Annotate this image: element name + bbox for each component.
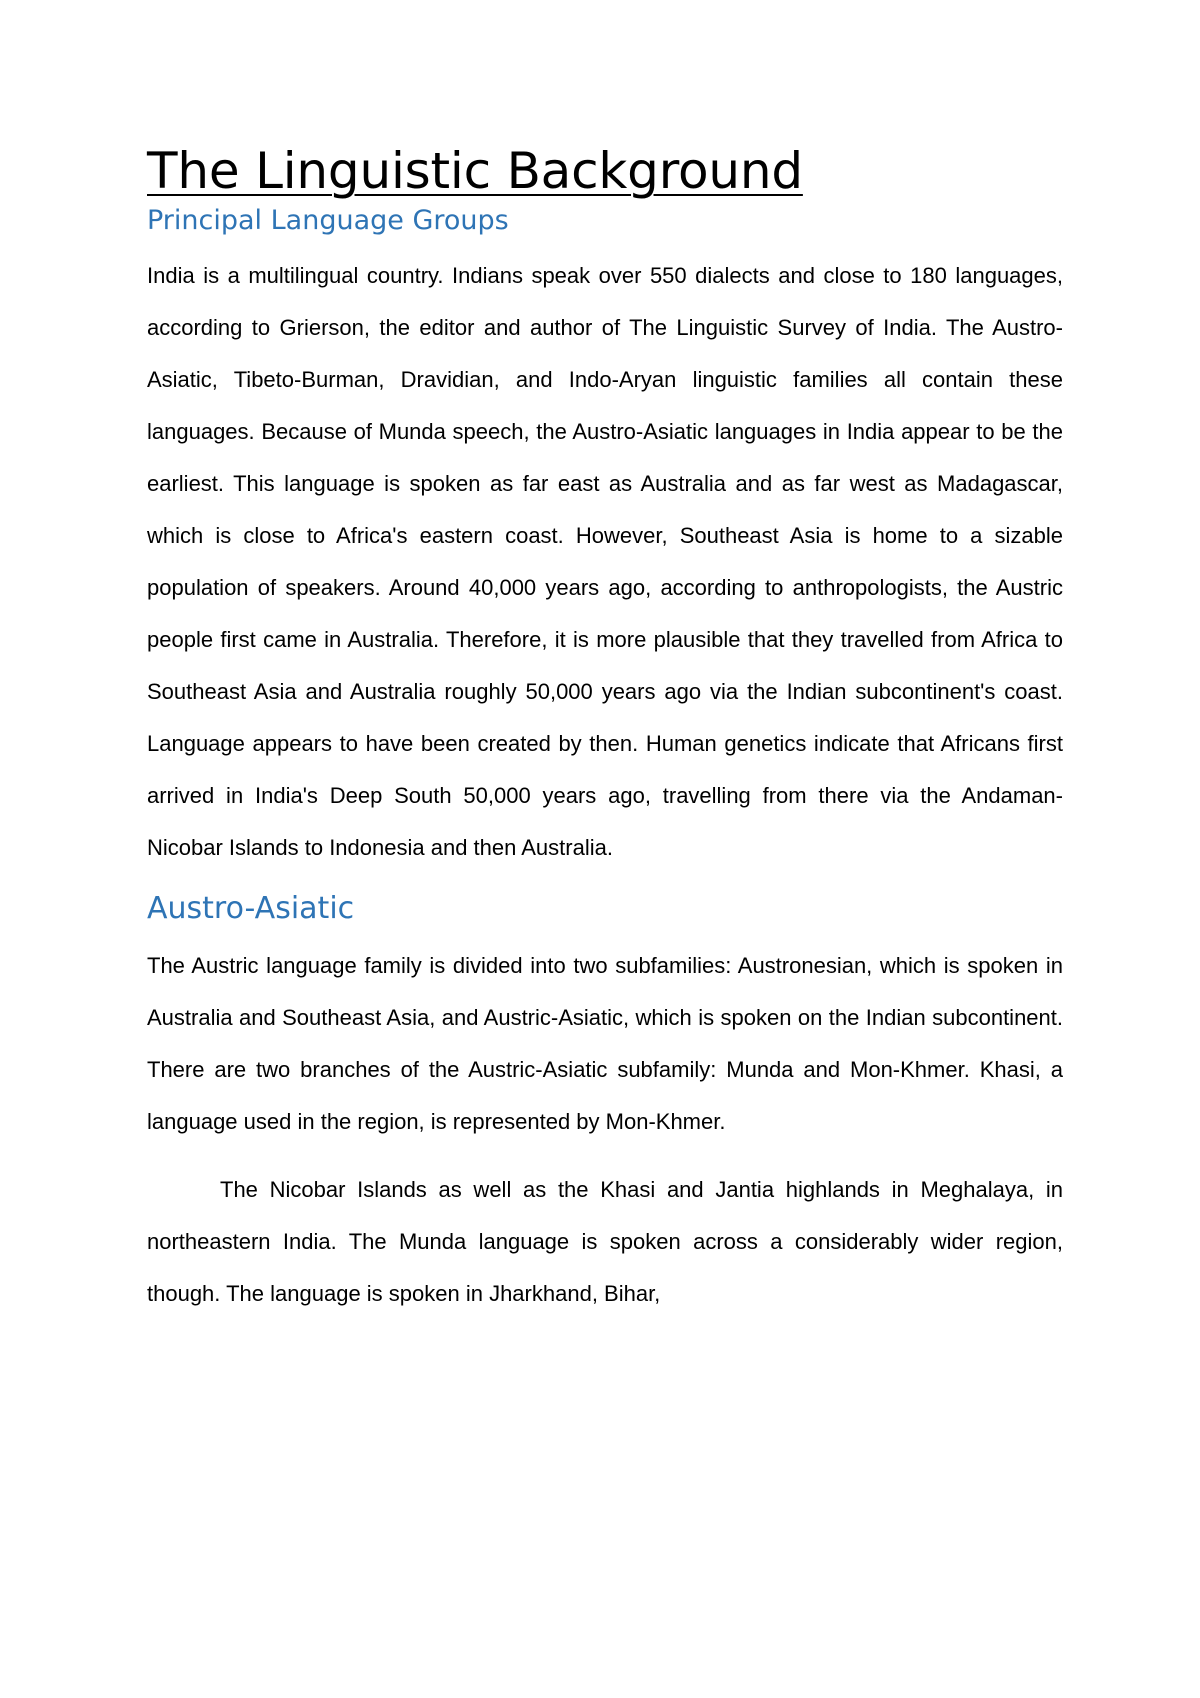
- section-heading-principal-language-groups: Principal Language Groups: [147, 205, 509, 236]
- paragraph-principal-language-groups: India is a multilingual country. Indians speak over 550 dialects and close to 180 languages, according to Grierson, the editor and author of The Linguistic Survey of India. The Austro-Asiatic, Tibeto-Burman, Dravidian, and Indo-Aryan linguistic families all contain these languages. Because of Munda speech, the Austro-Asiatic languages in India appear to be the earliest. This language is spoken as far east as Australia and as far west as Madagascar, which is close to Africa's eastern coast. However, Southeast Asia is home to a sizable population of speakers. Around 40,000 years ago, according to anthropologists, the Austric people first came in Australia. Therefore, it is more plausible that they travelled from Africa to Southeast Asia and Australia roughly 50,000 years ago via the Indian subcontinent's coast. Language appears to have been created by then. Human genetics indicate that Africans first arrived in India's Deep South 50,000 years ago, travelling from there via the Andaman-Nicobar Islands to Indonesia and then Australia.: [147, 263, 1063, 860]
- paragraph-nicobar-munda: The Nicobar Islands as well as the Khasi and Jantia highlands in Meghalaya, in northeastern India. The Munda language is spoken across a considerably wider region, though. The language is spoken in Jharkhand, Bihar,: [147, 1177, 1063, 1306]
- paragraph-austric-family: The Austric language family is divided into two subfamilies: Austronesian, which is spoken in Australia and Southeast Asia, and Austric-Asiatic, which is spoken on the Indian subcontinent. There are two branches of the Austric-Asiatic subfamily: Munda and Mon-Khmer. Khasi, a language used in the region, is represented by Mon-Khmer.: [147, 953, 1063, 1134]
- document-title: The Linguistic Background: [147, 142, 803, 200]
- section-heading-austro-asiatic: Austro-Asiatic: [147, 891, 355, 926]
- document-body: [147, 140, 1063, 1320]
